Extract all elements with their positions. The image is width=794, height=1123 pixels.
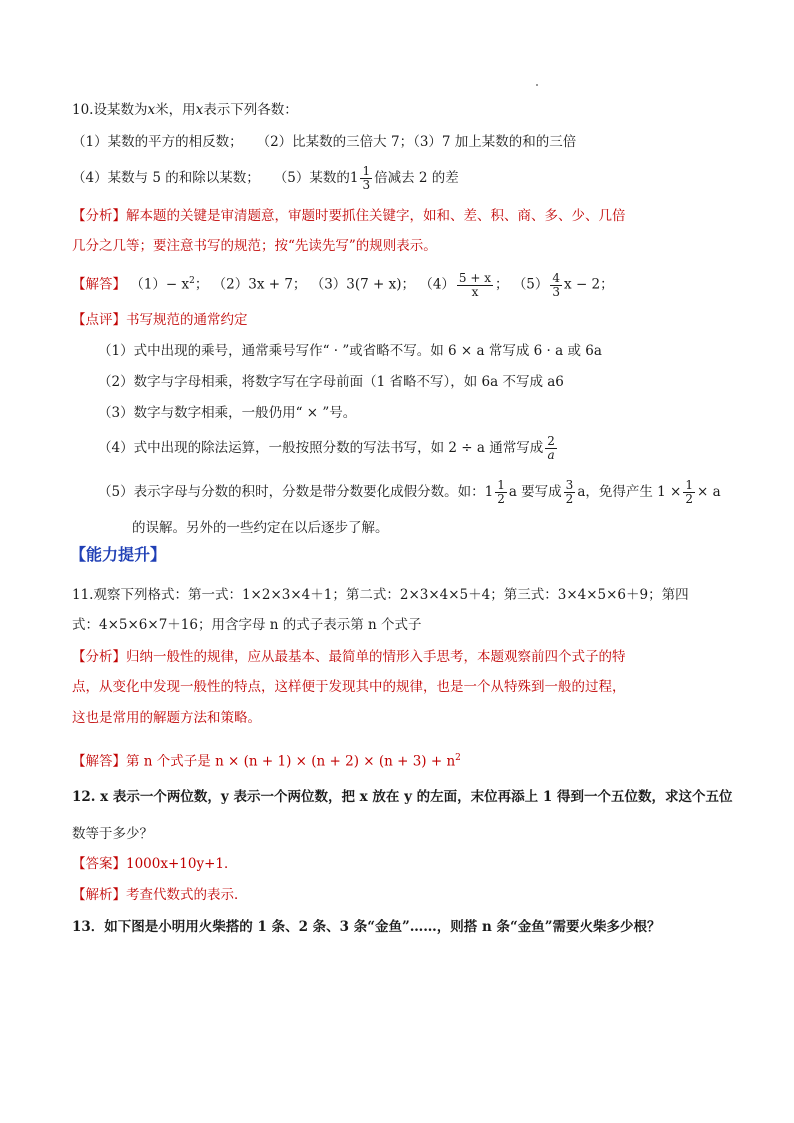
q12-explain: 【解析】考查代数式的表示． bbox=[72, 887, 248, 903]
rule-2: （2）数字与字母相乘，将数字写在字母前面（1 省略不写），如 6a 不写成 a6 bbox=[98, 374, 564, 390]
q10-analysis-1: 【分析】解本题的关键是审清题意，审题时要抓住关键字，如和、差、积、商、多、少、几倍 bbox=[72, 208, 626, 224]
fraction-one-third: $\frac{1}{3}$ bbox=[362, 164, 371, 192]
q10-analysis-2: 几分之几等；要注意书写的规范；按“先读先写”的规则表示。 bbox=[72, 238, 437, 254]
q10-title: 10.设某数为x米，用x表示下列各数： bbox=[72, 102, 298, 118]
q11-answer: 【解答】第 n 个式子是 $n \times (n + 1) \times (n + 2) \times (n + 3) + n^2$ bbox=[72, 753, 461, 770]
q13-text: 13．如下图是小明用火柴搭的 1 条、2 条、3 条“金鱼”……，则搭 n 条“金鱼”需要火柴多少根？ bbox=[72, 919, 661, 935]
section-title: 【能力提升】 bbox=[70, 545, 167, 564]
q11-text-1: 11.观察下列格式：第一式：1×2×3×4＋1；第二式：2×3×4×5＋4；第三式：3×4×5×6＋9；第四 bbox=[72, 587, 689, 603]
rule-1: （1）式中出现的乘号，通常乘号写作“ · ”或省略不写。如 6 × a 常写成 6 · a 或 6a bbox=[98, 343, 602, 359]
q10-items-row2: （4）某数与 5 的和除以某数； （5）某数的1 $\frac{1}{3}$ 倍减去 2 的差 bbox=[72, 164, 459, 192]
q12-text-2: 数等于多少？ bbox=[72, 826, 153, 842]
page-mark bbox=[536, 84, 538, 86]
rule-5-continued: 的误解。另外的一些约定在以后逐步了解。 bbox=[132, 520, 389, 536]
q11-analysis-3: 这也是常用的解题方法和策略。 bbox=[72, 710, 261, 726]
rule-4: （4）式中出现的除法运算，一般按照分数的写法书写，如 2 ÷ a 通常写成 $\frac{2}{a}$ bbox=[98, 434, 555, 462]
fraction-one-half: $\frac{1}{2}$ bbox=[497, 478, 505, 506]
rule-5: （5）表示字母与分数的积时，分数是带分数要化成假分数。如：1 $\frac{1}{2}$ a 要写成 $\frac{3}{2}$ a，免得产生 1 × $\frac{1}{2}$ × a bbox=[98, 478, 721, 506]
fraction-5-plus-x-over-x: $\frac{5 + x}{x}$ bbox=[458, 270, 492, 299]
fraction-three-halves: $\frac{3}{2}$ bbox=[565, 478, 574, 506]
q10-answer: 【解答】 $(1)- x^2$； （2）3x + 7； （3）3(7 + x)； （4） $\frac{5 + x}{x}$ ； （5） $\frac{4}{3}$ x − 2； bbox=[72, 270, 614, 299]
rule-3: （3）数字与数字相乘，一般仍用“ × ”号。 bbox=[98, 405, 357, 421]
q11-analysis-1: 【分析】归纳一般性的规律，应从最基本、最简单的情形入手思考，本题观察前四个式子的特 bbox=[72, 649, 626, 665]
q12-answer: 【答案】1000x+10y+1． bbox=[72, 856, 238, 872]
fraction-one-half-2: $\frac{1}{2}$ bbox=[685, 478, 693, 506]
q11-analysis-2: 点，从变化中发现一般性的特点，这样便于发现其中的规律，也是一个从特殊到一般的过程， bbox=[72, 679, 626, 695]
fraction-2-over-a: $\frac{2}{a}$ bbox=[547, 434, 555, 462]
q10-items-row1: （1）某数的平方的相反数； （2）比某数的三倍大 7；（3）7 加上某数的和的三倍 bbox=[72, 134, 577, 150]
q10-comment: 【点评】书写规范的通常约定 bbox=[72, 312, 248, 328]
q11-text-2: 式：4×5×6×7＋16；用含字母 n 的式子表示第 n 个式子 bbox=[72, 617, 422, 633]
q12-text-1: 12. x 表示一个两位数，y 表示一个两位数，把 x 放在 y 的左面，末位再添上 1 得到一个五位数，求这个五位 bbox=[72, 789, 733, 805]
fraction-4-over-3: $\frac{4}{3}$ bbox=[552, 270, 561, 299]
